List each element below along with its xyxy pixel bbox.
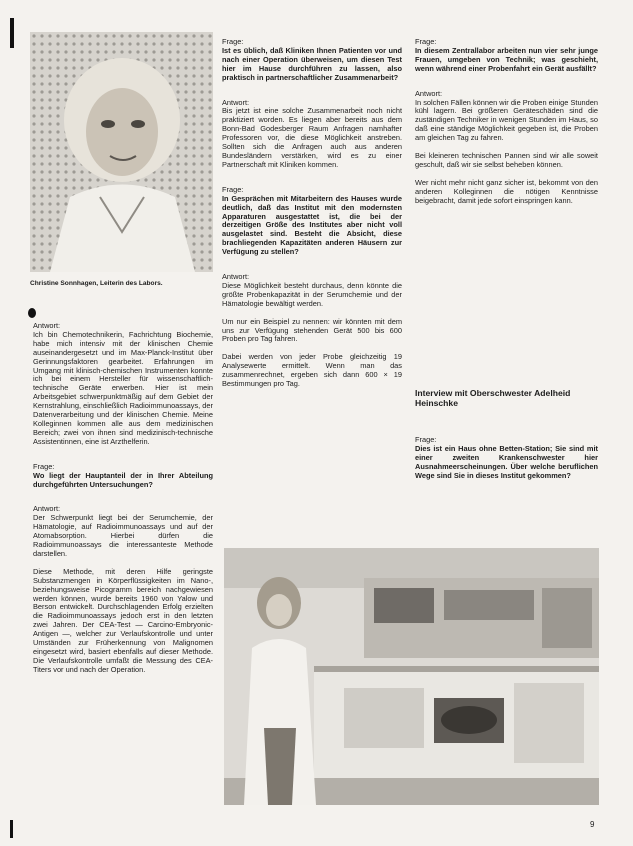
interview-question: Frage: Dies ist ein Haus ohne Betten-Station; Sie sind mit einer zweiten Krankenschwester hier Ausnahmeerscheinungen. Über welche beruflichen Wege sind Sie in dieses Institut gekommen? [415, 435, 598, 480]
middle-question-2: Frage: In Gesprächen mit Mitarbeitern des Hauses wurde deutlich, daß das Institut mit den modernsten Apparaturen ausgestattet ist, die bei der derzeitigen Größe des Institutes aber nicht voll ausgelastet sind. Besteht die Absicht, diese brachliegenden Kapazitäten anderen Häusern zur Verfügung zu stellen? [222, 184, 402, 257]
margin-bar-bottom [10, 820, 13, 838]
portrait-photo [30, 32, 213, 272]
left-answer-1: Antwort: Ich bin Chemotechnikerin, Fachrichtung Biochemie, habe mich intensiv mit der klinischen Chemie auseinandergesetzt und im Max-Planck-Institut über Gerinnungsfaktoren gearbeitet. Erfahrungen im Umgang mit klinisch-chemischen Instrumenten konnte ich bei einem Hersteller für wissenschaftlich-technische Geräte erwerben. Hier ist mein Arbeitsgebiet schwerpunktmäßig auf dem Gebiet der Kernstrahlung, einschließlich Radioimmunoassays, der Datenverarbeitung und der klinischen Chemie. Meine Kolleginnen kommen alle aus dem medizinischen Bereich; zwei von ihnen sind medizinisch-technische Assistentinnen, eine ist Arzthelferin. [33, 321, 213, 446]
lab-photo [224, 548, 599, 805]
portrait-illustration [30, 32, 213, 272]
middle-paragraph-6: Dabei werden von jeder Probe gleichzeitig 19 Analysewerte ermittelt. Wenn man das zusammenrechnet, ergeben sich dann 600 × 19 Bestimmungen pro Tag. [222, 352, 402, 389]
right-paragraph-2: Bei kleineren technischen Pannen sind wir alle soweit geschult, daß wir sie selbst beheben können. [415, 151, 598, 169]
margin-bullet [28, 308, 36, 318]
lab-illustration [224, 548, 599, 805]
middle-column [222, 38, 402, 389]
middle-answer-2: Antwort: Diese Möglichkeit besteht durchaus, denn könnte die größte Probenkapazität in der Serumchemie und der Hämatologie bewältigt werden. [222, 272, 402, 308]
left-question-1: Frage: Wo liegt der Hauptanteil der in Ihrer Abteilung durchgeführten Untersuchungen? [33, 461, 213, 489]
right-question-1: Frage: In diesem Zentrallabor arbeiten nun vier sehr junge Frauen, umgeben von Technik; was geschieht, wenn während einer Probenfahrt ein Gerät ausfällt? [415, 37, 598, 73]
page-number: 9 [590, 820, 595, 829]
middle-answer-1: Antwort: Bis jetzt ist eine solche Zusammenarbeit noch nicht praktiziert worden. Es liegen aber bereits aus dem Bonn-Bad Godesberger Raum Anfragen namhafter Professoren vor, die diese Möglichkeit anstreben. Sollten sich die Anfragen auch aus anderen Bundesländern verstärken, wird es zu einer Partnerschaft mit Kliniken kommen. [222, 97, 402, 169]
right-paragraph-3: Wer nicht mehr nicht ganz sicher ist, bekommt von den anderen Kolleginnen die nötigen Kenntnisse beigebracht, damit jede sofort einspringen kann. [415, 177, 598, 205]
interview-title: Interview mit Oberschwester Adelheid Heinschke [415, 388, 571, 408]
left-paragraph-3: Diese Methode, mit deren Hilfe geringste Substanzmengen in Körperflüssigkeiten im Nano-, beziehungsweise Picogramm bereich nachgewiesen werden können, wurde bereits 1960 von Yalow und Berson entwickelt. Durchschlagenden Erfolg erzielten die Radioimmunoassays jedoch erst in den letzten zwei Jahren. Der CEA-Test — Carcino-Embryonic-Antigen —, welcher zur Verlaufskontrolle und unter Umständen zur Früherkennung von Malignomen eingesetzt wird, basiert ebenfalls auf dieser Methode. Die Verlaufskontrolle umfaßt die Messung des CEA-Titers vor und nach der Operation. [33, 566, 213, 674]
interview-section [415, 388, 598, 481]
right-column [415, 38, 598, 206]
margin-bar-top [10, 18, 14, 48]
right-answer-1: Antwort: In solchen Fällen können wir die Proben einige Stunden kühl lagern. Bei größeren Geräteschäden sind die zuständigen Techniker in wenigen Stunden im Haus, so daß eine ständige Möglichkeit gegeben ist, die Proben am gleichen Tag zu fahren. [415, 88, 598, 143]
portrait-caption: Christine Sonnhagen, Leiterin des Labors. [30, 280, 163, 287]
left-column [33, 322, 213, 675]
left-answer-2: Antwort: Der Schwerpunkt liegt bei der Serumchemie, der Hämatologie, auf Radioimmunoassays und auf der Atomabsorption. Hierbei dürfen die Radioimmunoassays die interessanteste Methode darstellen. [33, 504, 213, 558]
middle-question-1: Frage: Ist es üblich, daß Kliniken Ihnen Patienten vor und nach einer Operation überweisen, um diesen Test hier im Hause durchführen zu lassen, also praktisch in partnerschaftlicher Zusammenarbeit? [222, 37, 402, 82]
middle-paragraph-5: Um nur ein Beispiel zu nennen: wir könnten mit dem uns zur Verfügung stehenden Gerät 500 bis 600 Proben pro Tag fahren. [222, 316, 402, 344]
